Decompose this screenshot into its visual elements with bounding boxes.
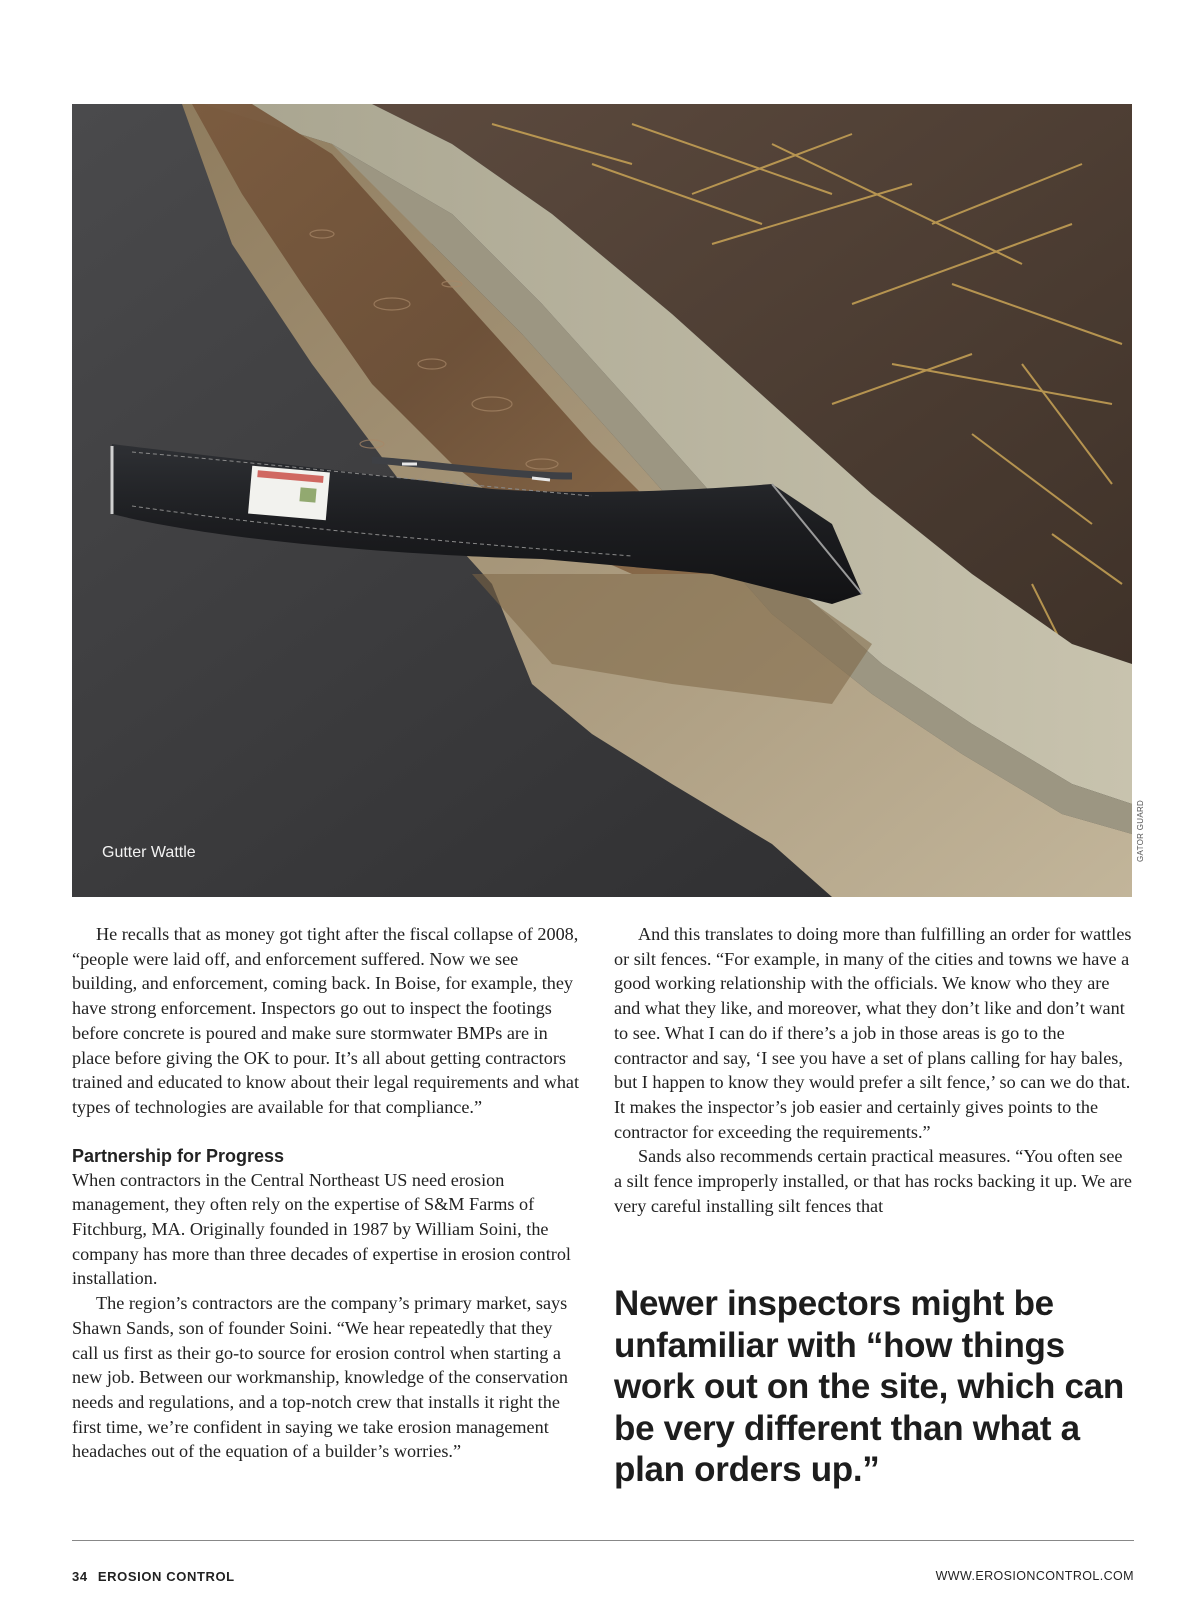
body-paragraph: He recalls that as money got tight after the fiscal collapse of 2008, “people were laid off, and enforcement suffered. Now we see building, and enforcement, coming back. In Boise, for example, they have strong enforcement. Inspectors go out to inspect the footings before concrete is poured and make sure stormwater BMPs are in place before giving the OK to pour. It’s all about getting contractors trained and educated to know about their legal requirements and what types of technologies are available for that compliance.” — [72, 924, 580, 1117]
body-paragraph: Sands also recommends certain practical measures. “You often see a silt fence improperly installed, or that has rocks backing it up. We are very careful installing silt fences that — [614, 1146, 1132, 1216]
photo-illustration — [72, 104, 1132, 897]
footer-divider — [72, 1540, 1134, 1541]
photo-caption: Gutter Wattle — [102, 844, 196, 861]
page-number: 34 — [72, 1569, 88, 1584]
gutter-wattle-photo — [72, 104, 1132, 897]
body-paragraph: The region’s contractors are the company’s primary market, says Shawn Sands, son of founder Soini. “We hear repeatedly that they call us first as their go-to source for erosion control when starting a new job. Between our workmanship, knowledge of the conservation needs and regulations, and a top-notch crew that installs it right the first time, we’re confident in saying we take erosion management headaches out of the equation of a builder’s worries.” — [72, 1293, 568, 1462]
footer-folio — [72, 1569, 235, 1584]
section-subhead: Partnership for Progress — [72, 1145, 285, 1166]
pull-quote: Newer inspectors might be unfamiliar with “how things work out on the site, which can be very different than what a plan orders up.” — [614, 1284, 1124, 1489]
publication-name: EROSION CONTROL — [97, 1569, 235, 1584]
right-column — [614, 922, 1132, 1218]
photo-credit: GATOR GUARD — [1136, 799, 1145, 862]
footer-website: WWW.EROSIONCONTROL.COM — [935, 1569, 1134, 1583]
body-paragraph: When contractors in the Central Northeast US need erosion management, they often rely on the expertise of S&M Farms of Fitchburg, MA. Originally founded in 1987 by William Soini, the company has more than three decades of expertise in erosion control installation. — [72, 1169, 571, 1289]
body-paragraph: And this translates to doing more than fulfilling an order for wattles or silt fences. “For example, in many of the cities and towns we have a good working relationship with the officials. We know who they are and what they like, and moreover, what they don’t like and don’t want to see. What I can do if there’s a job in those areas is go to the contractor and say, ‘I see you have a set of plans calling for hay bales, but I happen to know they would prefer a silt fence,’ so can we do that. It makes the inspector’s job easier and certainly gives points to the contractor for exceeding the requirements.” — [614, 924, 1132, 1142]
left-column — [72, 922, 582, 1464]
